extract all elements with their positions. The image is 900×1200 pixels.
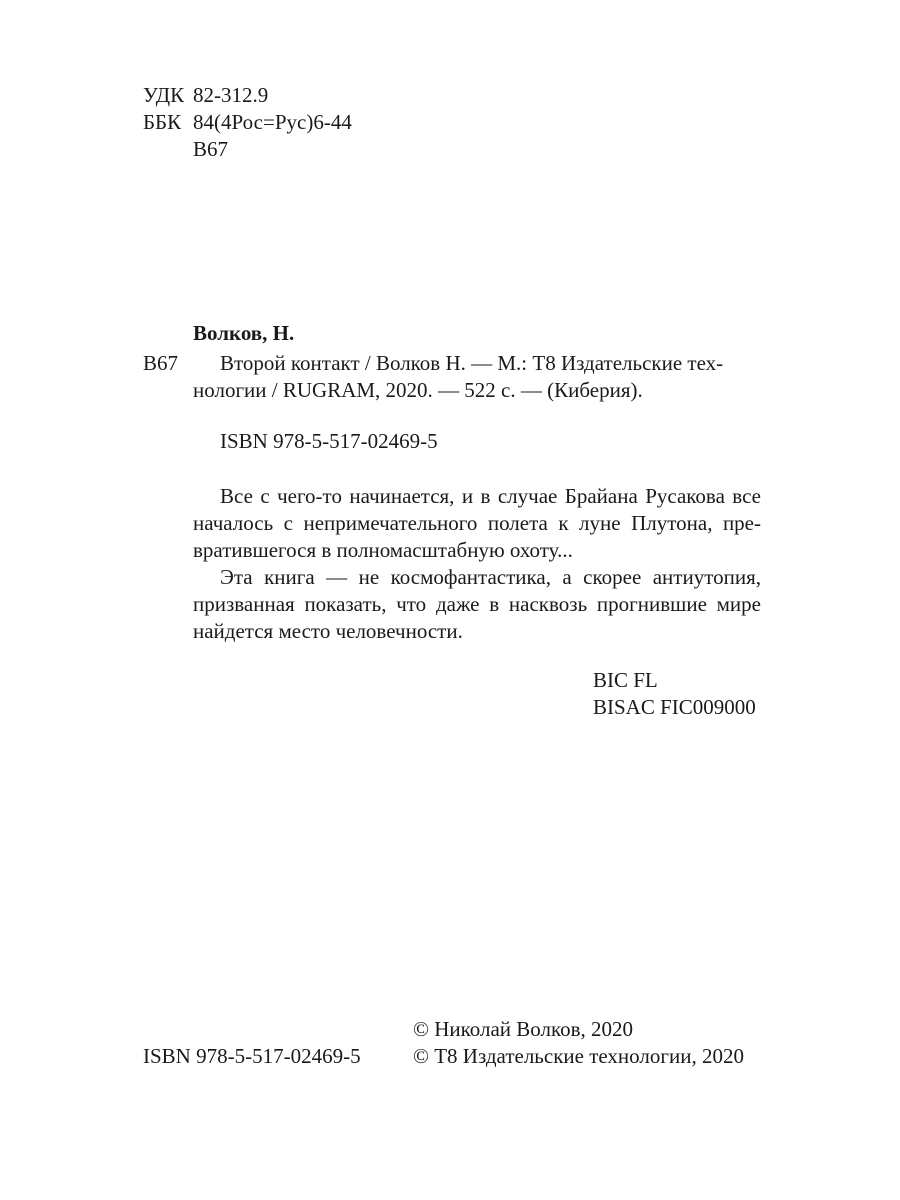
bbk-label: ББК bbox=[143, 110, 182, 134]
author-mark: В67 bbox=[193, 137, 229, 161]
annotation-p2-line-2: призванная показать, что даже в насквозь прогнившие мире bbox=[193, 592, 761, 616]
bisac-code: BISAC FIC009000 bbox=[593, 695, 756, 719]
author-heading: Волков, Н. bbox=[193, 321, 295, 345]
annotation-p2-line-3: найдется место человечности. bbox=[193, 619, 463, 643]
copyright-publisher: © Т8 Издательские технологии, 2020 bbox=[413, 1044, 744, 1068]
udk-value: 82-312.9 bbox=[193, 83, 269, 107]
record-author-mark: В67 bbox=[143, 351, 179, 375]
description-line-2: нологии / RUGRAM, 2020. — 522 с. — (Киберия). bbox=[193, 378, 643, 402]
annotation-p1-line-3: вратившегося в полномасштабную охоту... bbox=[193, 538, 573, 562]
bic-code: BIC FL bbox=[593, 668, 658, 692]
footer-isbn: ISBN 978-5-517-02469-5 bbox=[143, 1044, 361, 1068]
annotation bbox=[193, 483, 761, 645]
annotation-p2-line-1: Эта книга — не космофантастика, а скорее антиутопия, bbox=[220, 565, 761, 589]
subject-codes bbox=[593, 667, 756, 721]
annotation-p1-line-2: началось с непримечательного полета к луне Плутона, пре- bbox=[193, 511, 761, 535]
bibliographic-description bbox=[193, 350, 761, 404]
copyright-block bbox=[413, 1016, 744, 1070]
udk-label: УДК bbox=[143, 83, 185, 107]
record-isbn: ISBN 978-5-517-02469-5 bbox=[220, 429, 438, 453]
copyright-author: © Николай Волков, 2020 bbox=[413, 1017, 634, 1041]
bbk-value: 84(4Рос=Рус)6-44 bbox=[193, 110, 352, 134]
annotation-p1-line-1: Все с чего-то начинается, и в случае Брайана Русакова все bbox=[220, 484, 761, 508]
description-line-1: Второй контакт / Волков Н. — М.: Т8 Издательские тех- bbox=[220, 351, 724, 375]
